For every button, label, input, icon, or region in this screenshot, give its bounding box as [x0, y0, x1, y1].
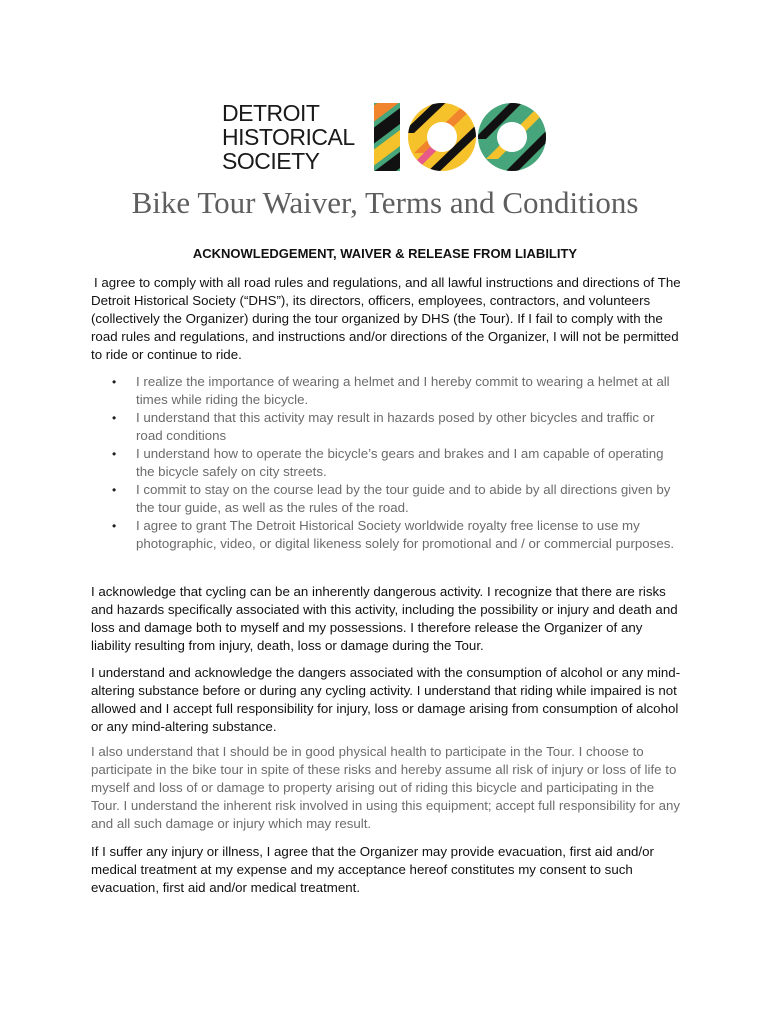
list-item: [91, 481, 683, 517]
logo-line-3: SOCIETY: [222, 148, 320, 174]
list-item: [91, 373, 683, 409]
list-item-text: I understand how to operate the bicycle’s gears and brakes and I am capable of operating the bicycle safely on city streets.: [136, 446, 664, 479]
dhs-logo: [222, 101, 552, 176]
list-item-text: I agree to grant The Detroit Historical Society worldwide royalty free license to use my photographic, video, or digital likeness solely for promotional and / or commercial purposes.: [136, 518, 675, 551]
logo-line-1: DETROIT: [222, 100, 320, 126]
section-heading: ACKNOWLEDGEMENT, WAIVER & RELEASE FROM LIABILITY: [192, 246, 578, 261]
list-item-text: I commit to stay on the course lead by the tour guide and to abide by all directions given by the tour guide, as well as the rules of the road.: [136, 482, 671, 515]
logo-wordmark: [222, 101, 372, 173]
logo-line-2: HISTORICAL: [222, 124, 355, 150]
paragraph-medical: If I suffer any injury or illness, I agree that the Organizer may provide evacuation, first aid and/or medical treatment at my expense and my acceptance hereof constitutes my consent to such evacuation, first aid and/or medical treatment.: [91, 844, 654, 895]
list-item: [91, 517, 683, 553]
page-title: Bike Tour Waiver, Terms and Conditions: [131, 185, 639, 220]
list-item: [91, 409, 683, 445]
commitments-list: [91, 373, 683, 553]
bullet-icon: •: [112, 411, 117, 425]
list-item-text: I understand that this activity may result in hazards posed by other bicycles and traffic or road conditions: [136, 410, 655, 443]
bullet-icon: •: [112, 447, 117, 461]
paragraph-agreement: I agree to comply with all road rules and regulations, and all lawful instructions and directions of The Detroit Historical Society (“DHS”), its directors, officers, employees, contractors, and volunteers (collectively the Organizer) during the tour organized by DHS (the Tour). If I fail to comply with the road rules and regulations, and instructions and/or directions of the Organizer, I will not be permitted to ride or continue to ride.: [91, 275, 681, 362]
paragraph-health-risk: I also understand that I should be in good physical health to participate in the Tour. I choose to participate in the bike tour in spite of these risks and hereby assume all risk of injury or loss of life to myself and loss of or damage to property arising out of riding this bicycle and participating in the Tour. I understand the inherent risk involved in using this equipment; accept full responsibility for any and all such damage or injury which may result.: [91, 744, 681, 831]
bullet-icon: •: [112, 519, 117, 533]
list-item-text: I realize the importance of wearing a helmet and I hereby commit to wearing a helmet at all times while riding the bicycle.: [136, 374, 670, 407]
list-item: [91, 445, 683, 481]
paragraph-acknowledgement: I acknowledge that cycling can be an inherently dangerous activity. I recognize that there are risks and hazards specifically associated with this activity, including the possibility or injury and death and loss and damage both to myself and my possessions. I therefore release the Organizer of any liability resulting from injury, death, loss or damage during the Tour.: [91, 584, 678, 653]
paragraph-alcohol: I understand and acknowledge the dangers associated with the consumption of alcohol or any mind-altering substance before or during any cycling activity. I understand that riding while impaired is not allowed and I accept full responsibility for injury, loss or damage arising from consumption of alcohol or any mind-altering substance.: [91, 665, 681, 734]
bullet-icon: •: [112, 375, 117, 389]
bullet-icon: •: [112, 483, 117, 497]
logo-100-mark-icon: [374, 103, 546, 171]
